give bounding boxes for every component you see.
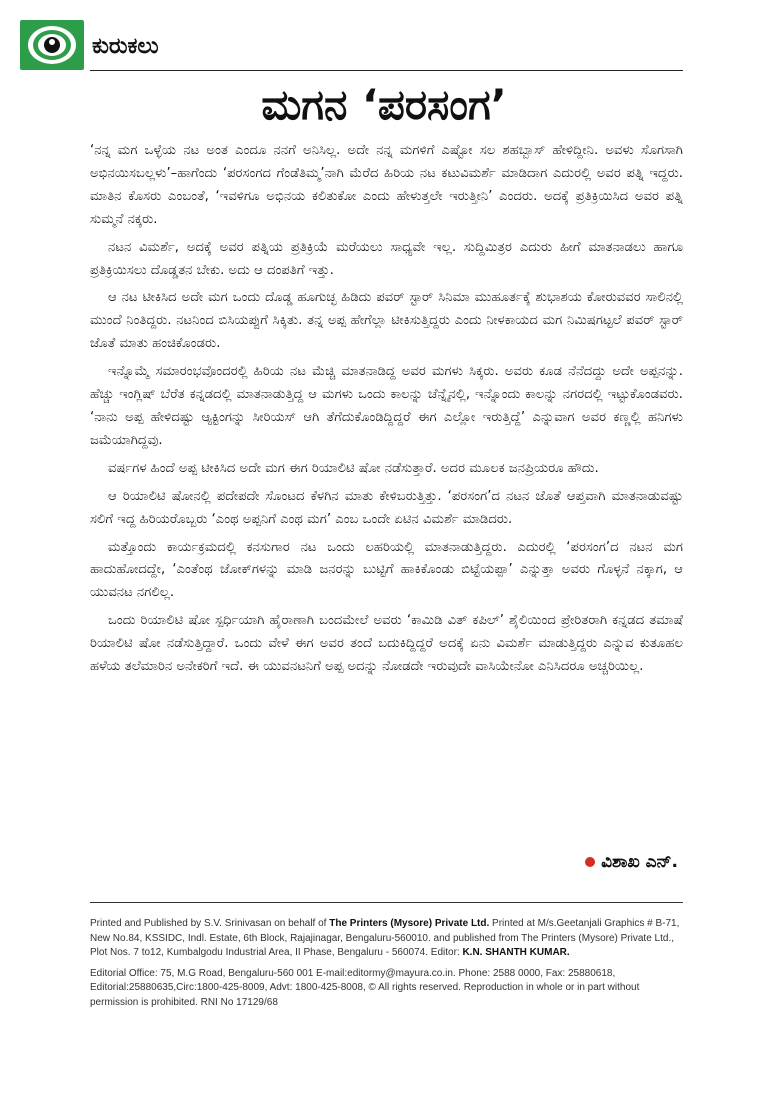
bullet-dot-icon (585, 857, 595, 867)
article-paragraph: ಒಂದು ರಿಯಾಲಿಟಿ ಷೋ ಸ್ಪರ್ಧಿಯಾಗಿ ಹೈರಾಣಾಗಿ ಬಂದಮೇಲೆ ಅವರು ‘ಕಾಮಿಡಿ ವಿತ್ ಕಪಿಲ್’ ಶೈಲಿಯಿಂದ ಪ್ರೇರಿತರಾಗಿ ಕನ್ನಡದ ತಮಾಷೆ ರಿಯಾಲಿಟಿ ಷೋ ನಡೆಸುತ್ತಿದ್ದಾರೆ. ಒಂದು ವೇಳೆ ಈಗ ಅವರ ತಂದೆ ಬದುಕಿದ್ದಿದ್ದರೆ ಅದಕ್ಕೆ ಏನು ವಿಮರ್ಶೆ ಮಾಡುತ್ತಿದ್ದರು ಎನ್ನುವ ಕುತೂಹಲ ಹಳೆಯ ತಲೆಮಾರಿನ ಅನೇಕರಿಗೆ ಇದೆ. ಈ ಯುವನಟನಿಗೆ ಅಪ್ಪ ಅದನ್ನು ನೋಡದೇ ಇರುವುದೇ ವಾಸಿಯೇನೋ ಎನಿಸಿದರೂ ಅಚ್ಚರಿಯಿಲ್ಲ. (90, 613, 683, 675)
byline (585, 852, 678, 872)
editor-name: K.N. SHANTH KUMAR. (462, 947, 570, 958)
publication-logo (20, 20, 84, 70)
article-paragraph: ಆ ನಟ ಟೀಕಿಸಿದ ಅದೇ ಮಗ ಒಂದು ದೊಡ್ಡ ಹೂಗುಚ್ಛ ಹಿಡಿದು ಪವರ್ ಸ್ಟಾರ್ ಸಿನಿಮಾ ಮುಹೂರ್ತಕ್ಕೆ ಶುಭಾಶಯ ಕೋರುವವರ ಸಾಲಿನಲ್ಲಿ ಮುಂದೆ ನಿಂತಿದ್ದರು. ನಟನಿಂದ ಬಿಸಿಯಪ್ಪುಗೆ ಸಿಕ್ಕಿತು. ತನ್ನ ಅಪ್ಪ ಹೇಗೆಲ್ಲಾ ಟೀಕಿಸುತ್ತಿದ್ದರು ಎಂದು ನೀಳಕಾಯದ ಮಗ ನಿಮಿಷಗಟ್ಟಲೆ ಪವರ್ ಸ್ಟಾರ್ ಜೊತೆ ಮಾತು ಹಂಚಿಕೊಂಡರು. (90, 290, 683, 352)
imprint-text (90, 917, 683, 961)
article-paragraph: ಮತ್ತೊಂದು ಕಾರ್ಯಕ್ರಮದಲ್ಲಿ ಕನಸುಗಾರ ನಟ ಒಂದು ಲಹರಿಯಲ್ಲಿ ಮಾತನಾಡುತ್ತಿದ್ದರು. ಎದುರಲ್ಲಿ ‘ಪರಸಂಗ’ದ ನಟನ ಮಗ ಹಾದುಹೋದದ್ದೇ, ‘ಎಂತೆಂಥ ಜೋಕ್‌ಗಳನ್ನು ಮಾಡಿ ಜನರನ್ನು ಬುಟ್ಟಿಗೆ ಹಾಕಿಕೊಂಡು ಬಿಟ್ಟೆಯಪ್ಪಾ’ ಎನ್ನುತ್ತಾ ಅವರು ಗೊಳ್ಳನೆ ನಕ್ಕಾಗ, ಆ ಯುವನಟ ನಗಲಿಲ್ಲ. (90, 539, 683, 601)
header-divider (90, 70, 683, 71)
footer-divider (90, 902, 683, 903)
article-body (90, 140, 683, 684)
article-paragraph: ಇನ್ನೊಮ್ಮೆ ಸಮಾರಂಭವೊಂದರಲ್ಲಿ ಹಿರಿಯ ನಟ ಮೆಚ್ಚಿ ಮಾತನಾಡಿದ್ದ ಅವರ ಮಗಳು ಸಿಕ್ಕರು. ಅವರು ಕೂಡ ನೆನೆದದ್ದು ಅದೇ ಅಪ್ಪನನ್ನು. ಹೆಚ್ಚು ಇಂಗ್ಲಿಷ್ ಬೆರೆತ ಕನ್ನಡದಲ್ಲಿ ಮಾತನಾಡುತ್ತಿದ್ದ ಆ ಮಗಳು ಒಂದು ಕಾಲನ್ನು ಚೆನ್ನೈನಲ್ಲಿ, ಇನ್ನೊಂದು ಕಾಲನ್ನು ನಗರದಲ್ಲಿ ಇಟ್ಟುಕೊಂಡವರು. ‘ನಾನು ಅಪ್ಪ ಹೇಳಿದಷ್ಟು ಆ್ಯಕ್ಟಿಂಗನ್ನು ಸೀರಿಯಸ್ ಆಗಿ ತೆಗೆದುಕೊಂಡಿದ್ದಿದ್ದರೆ ಈಗ ಎಲ್ಲೋ ಇರುತ್ತಿದ್ದೆ’ ಎನ್ನುವಾಗ ಅವರ ಕಣ್ಣಲ್ಲಿ ಹನಿಗಳು ಜಮೆಯಾಗಿದ್ದವು. (90, 364, 683, 448)
printer-name: The Printers (Mysore) Private Ltd. (329, 918, 490, 929)
eye-logo-icon (26, 23, 78, 67)
page-header (20, 20, 683, 70)
article-title: ಮಗನ ‘ಪರಸಂಗ’ (261, 80, 507, 129)
section-name: ಕುರುಕಲು (92, 34, 159, 59)
author-name: ವಿಶಾಖ ಎನ್. (601, 852, 678, 872)
imprint-footer (90, 917, 683, 1016)
imprint-part: Printed at M/s.Geetanjali Graphics # B-71, New No.84, KSSIDC, Indl. Estate, 6th Block, Rajajinagar, Bengaluru-560010. and published from The Printers (Mysore) Private Ltd., Plot Nos. 7 to12, Kumbalgodu Industrial Area, II Phase, Bengaluru - 560074. Editor: (90, 918, 680, 958)
office-details: Editorial Office: 75, M.G Road, Bengaluru-560 001 E-mail:editormy@mayura.co.in. Phone: 2588 0000, Fax: 25880618, Editorial:25880635,Circ:1800-425-8009, Advt: 1800-425-8008, © All rights reserved. Reproduction in whole or in part without permission is prohibited. RNI No 17129/68 (90, 967, 640, 1008)
article-paragraph: ‘ನನ್ನ ಮಗ ಒಳ್ಳೆಯ ನಟ ಅಂತ ಎಂದೂ ನನಗೆ ಅನಿಸಿಲ್ಲ. ಅದೇ ನನ್ನ ಮಗಳಿಗೆ ಎಷ್ಟೋ ಸಲ ಶಹಬ್ಬಾಸ್ ಹೇಳಿದ್ದೀನಿ. ಅವಳು ಸೊಗಸಾಗಿ ಅಭಿನಯಿಸಬಲ್ಲಳು’–ಹಾಗೆಂದು ‘ಪರಸಂಗದ ಗೆಂಡೆತಿಮ್ಮ’ನಾಗಿ ಮೆರೆದ ಹಿರಿಯ ನಟ ಕಟುವಿಮರ್ಶೆ ಮಾಡಿದಾಗ ಎದುರಲ್ಲಿ ಅವರ ಪತ್ನಿ ಇದ್ದರು. ಮಾತಿನ ಕೊಸರು ಎಂಬಂತೆ, ‘ಇವಳಿಗೂ ಅಭಿನಯ ಕಲಿತುಕೋ ಎಂದು ಹೇಳುತ್ತಲೇ ಇರುತ್ತೀನಿ’ ಎಂದರು. ಅದಕ್ಕೆ ಪ್ರತಿಕ್ರಿಯಿಸಿದ ಅವರ ಪತ್ನಿ ಸುಮ್ಮನೆ ನಕ್ಕರು. (90, 143, 683, 227)
article-paragraph: ಆ ರಿಯಾಲಿಟಿ ಷೋನಲ್ಲಿ ಪದೇಪದೇ ಸೊಂಟದ ಕೆಳಗಿನ ಮಾತು ಕೇಳಿಬರುತ್ತಿತ್ತು. ‘ಪರಸಂಗ’ದ ನಟನ ಜೊತೆ ಆಪ್ತವಾಗಿ ಮಾತನಾಡುವಷ್ಟು ಸಲಿಗೆ ಇದ್ದ ಹಿರಿಯರೊಬ್ಬರು ‘ಎಂಥ ಅಪ್ಪನಿಗೆ ಎಂಥ ಮಗ’ ಎಂಬ ಒಂದೇ ಏಟಿನ ವಿಮರ್ಶೆ ಮಾಡಿದರು. (90, 488, 683, 527)
article-paragraph: ವರ್ಷಗಳ ಹಿಂದೆ ಅಪ್ಪ ಟೀಕಿಸಿದ ಅದೇ ಮಗ ಈಗ ರಿಯಾಲಿಟಿ ಷೋ ನಡೆಸುತ್ತಾರೆ. ಅದರ ಮೂಲಕ ಜನಪ್ರಿಯರೂ ಹೌದು. (108, 460, 599, 476)
imprint-part: Printed and Published by S.V. Srinivasan on behalf of (90, 918, 330, 929)
article-paragraph: ನಟನ ವಿಮರ್ಶೆ, ಅದಕ್ಕೆ ಅವರ ಪತ್ನಿಯ ಪ್ರತಿಕ್ರಿಯೆ ಮರೆಯಲು ಸಾಧ್ಯವೇ ಇಲ್ಲ. ಸುದ್ದಿಮಿತ್ರರ ಎದುರು ಹೀಗೆ ಮಾತನಾಡಲು ಹಾಗೂ ಪ್ರತಿಕ್ರಿಯಿಸಲು ದೊಡ್ಡತನ ಬೇಕು. ಅದು ಆ ದಂಪತಿಗೆ ಇತ್ತು. (90, 239, 683, 278)
